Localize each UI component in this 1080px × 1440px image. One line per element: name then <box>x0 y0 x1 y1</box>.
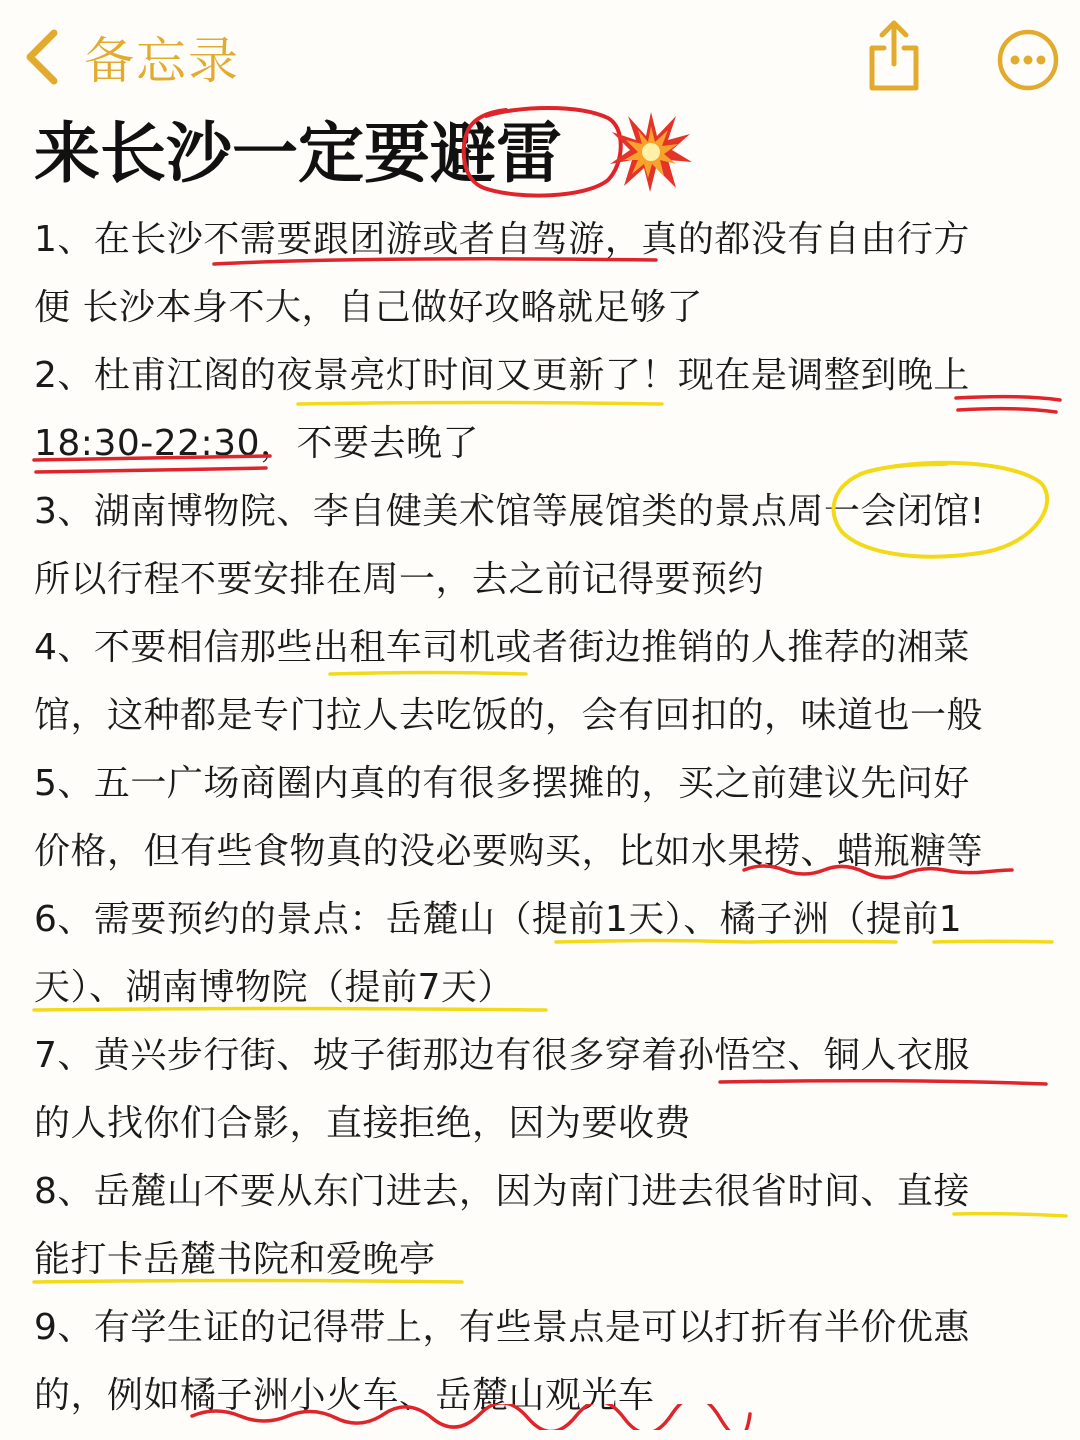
title-prefix: 来长沙一定要 <box>34 115 430 192</box>
note-line-8: 馆，这种都是专门拉人去吃饭的，会有回扣的，味道也一般 <box>34 695 984 736</box>
share-icon[interactable] <box>862 18 926 94</box>
back-label: 备忘录 <box>84 32 240 90</box>
note-line-3: 2、杜甫江阁的夜景亮灯时间又更新了！现在是调整到晚上 <box>34 355 970 396</box>
note-line-1: 1、在长沙不需要跟团游或者自驾游，真的都没有自由行方 <box>34 219 970 260</box>
note-line-7: 4、不要相信那些出租车司机或者街边推销的人推荐的湘菜 <box>34 627 970 668</box>
back-button[interactable] <box>22 22 240 92</box>
note-line-5: 3、湖南博物院、李自健美术馆等展馆类的景点周一会闭馆! <box>34 491 985 532</box>
note-line-11: 6、需要预约的景点：岳麓山（提前1天）、橘子洲（提前1 <box>34 899 963 940</box>
note-line-15: 8、岳麓山不要从东门进去，因为南门进去很省时间、直接 <box>34 1171 970 1212</box>
collision-icon <box>610 110 692 194</box>
note-line-16: 能打卡岳麓书院和爱晚亭 <box>34 1239 436 1280</box>
title-emphasis: 避雷 <box>430 115 562 192</box>
note-line-10: 价格，但有些食物真的没必要购买，比如水果捞、蜡瓶糖等 <box>34 831 984 872</box>
note-title <box>34 112 562 196</box>
note-line-12: 天）、湖南博物院（提前7天） <box>34 967 514 1008</box>
navigation-bar <box>0 0 1080 110</box>
chevron-left-icon <box>22 27 62 87</box>
note-line-17: 9、有学生证的记得带上，有些景点是可以打折有半价优惠 <box>34 1307 970 1348</box>
note-line-18: 的，例如橘子洲小火车、岳麓山观光车 <box>34 1375 655 1416</box>
note-line-13: 7、黄兴步行街、坡子街那边有很多穿着孙悟空、铜人衣服 <box>34 1035 970 1076</box>
note-line-14: 的人找你们合影，直接拒绝，因为要收费 <box>34 1103 692 1144</box>
note-line-2: 便 长沙本身不大，自己做好攻略就足够了 <box>34 287 703 328</box>
note-line-6: 所以行程不要安排在周一，去之前记得要预约 <box>34 559 765 600</box>
note-line-4: 18:30-22:30，不要去晚了 <box>34 423 479 464</box>
note-line-9: 5、五一广场商圈内真的有很多摆摊的，买之前建议先问好 <box>34 763 970 804</box>
more-ellipsis-icon[interactable] <box>996 28 1060 92</box>
